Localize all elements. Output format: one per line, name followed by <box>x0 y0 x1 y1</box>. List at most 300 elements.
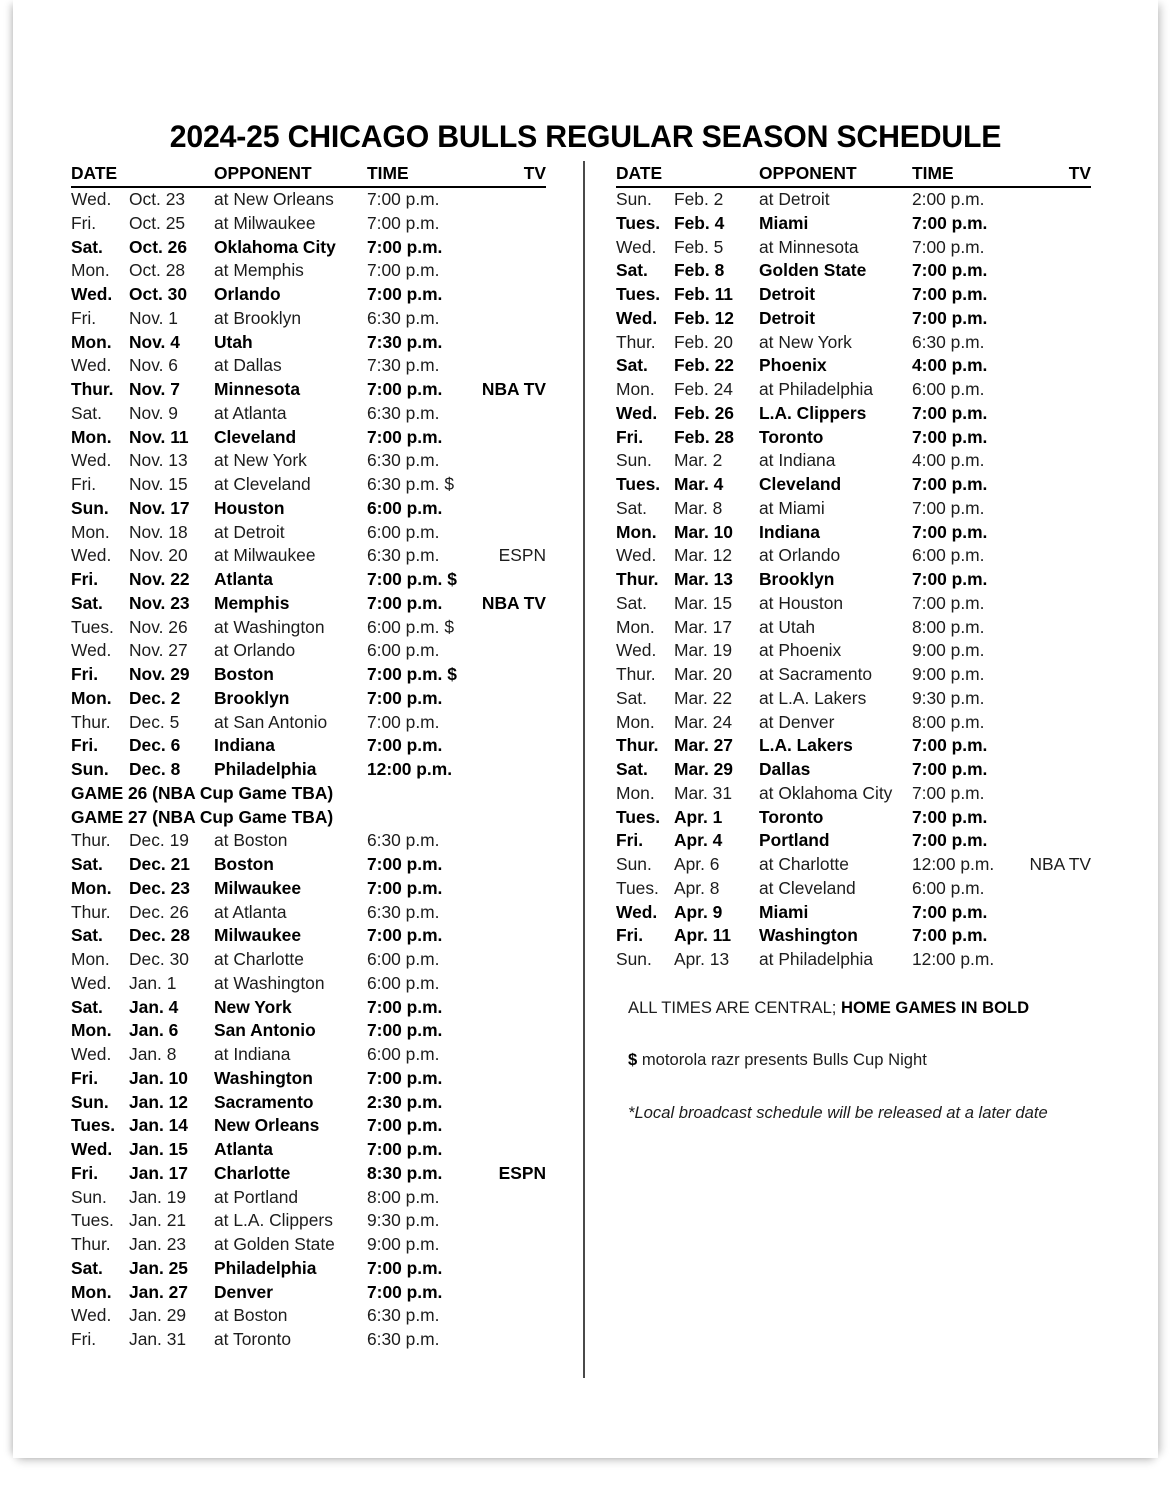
cell-opponent: at Dallas <box>214 355 282 376</box>
cell-day: Sat. <box>71 925 103 946</box>
cell-day: Tues. <box>71 616 114 637</box>
cell-opponent: at New York <box>214 450 307 471</box>
page-title: 2024-25 CHICAGO BULLS REGULAR SEASON SCHEDULE <box>169 118 1002 155</box>
cell-opponent: at Detroit <box>759 189 830 209</box>
cell-opponent: Cleveland <box>759 474 842 494</box>
cell-date: Nov. 22 <box>129 569 190 589</box>
footnote-times-prefix: ALL TIMES ARE CENTRAL; <box>628 998 842 1017</box>
cell-opponent: Phoenix <box>759 355 827 376</box>
table-row <box>71 568 546 592</box>
cell-time: 7:00 p.m. <box>912 830 988 851</box>
cell-date: Feb. 5 <box>674 236 724 257</box>
table-row <box>71 426 546 450</box>
cell-time: 7:00 p.m. <box>367 284 443 304</box>
cell-date: Feb. 11 <box>674 284 733 304</box>
cell-opponent: Washington <box>214 1067 313 1088</box>
cell-day: Tues. <box>71 1115 116 1136</box>
table-row <box>71 1186 546 1210</box>
cell-date: Oct. 23 <box>129 189 186 209</box>
cell-date: Dec. 19 <box>129 830 189 851</box>
cell-time: 6:00 p.m. <box>912 379 985 399</box>
cell-time: 7:00 p.m. <box>367 735 443 756</box>
cell-time: 12:00 p.m. <box>367 759 453 779</box>
cell-day: Tues. <box>616 474 661 494</box>
cell-opponent: Philadelphia <box>214 759 317 779</box>
cell-time: 7:00 p.m. <box>367 711 440 732</box>
cell-date: Mar. 8 <box>674 497 723 518</box>
column-header-right <box>616 163 1091 188</box>
cell-date: Nov. 1 <box>129 307 178 328</box>
cell-day: Sat. <box>616 260 648 281</box>
cell-date: Jan. 1 <box>129 972 177 993</box>
table-row <box>71 1233 546 1257</box>
cell-date: Jan. 19 <box>129 1186 187 1207</box>
table-row <box>71 1162 546 1186</box>
cell-day: Sun. <box>71 759 109 779</box>
cell-opponent: at Miami <box>759 497 825 518</box>
cell-day: Wed. <box>616 901 658 922</box>
table-row <box>616 877 1091 901</box>
cell-date: Nov. 23 <box>129 592 190 613</box>
table-row <box>71 996 546 1020</box>
cell-time: 7:00 p.m. <box>912 592 985 613</box>
cell-day: Fri. <box>71 474 97 494</box>
cell-time: 7:00 p.m. <box>912 236 985 257</box>
cell-date: Jan. 31 <box>129 1329 187 1349</box>
table-row <box>616 307 1091 331</box>
cell-day: Mon. <box>616 616 655 637</box>
cell-date: Nov. 26 <box>129 616 188 637</box>
cell-opponent: Charlotte <box>214 1162 291 1183</box>
cell-day: Fri. <box>71 664 99 684</box>
cell-date: Nov. 7 <box>129 379 180 399</box>
table-row <box>71 687 546 711</box>
cell-time: 7:00 p.m. <box>367 1281 443 1302</box>
cell-time: 7:00 p.m. <box>912 735 988 756</box>
cell-day: Wed. <box>71 545 112 566</box>
cell-day: Mon. <box>71 877 112 898</box>
cell-date: Dec. 28 <box>129 925 190 946</box>
cell-date: Nov. 20 <box>129 545 188 566</box>
cell-date: Jan. 23 <box>129 1234 187 1254</box>
cell-day: Wed. <box>71 450 112 471</box>
cell-time: 9:00 p.m. <box>367 1234 440 1254</box>
cell-time: 7:00 p.m. <box>367 1257 443 1278</box>
cell-day: Mon. <box>71 949 110 969</box>
table-row <box>71 354 546 378</box>
cell-date: Dec. 5 <box>129 711 180 732</box>
cell-opponent: Washington <box>759 925 858 946</box>
table-row <box>616 734 1091 758</box>
table-row <box>71 1138 546 1162</box>
cell-opponent: at Atlanta <box>214 402 287 423</box>
cell-date: Mar. 31 <box>674 782 732 803</box>
cell-time: 6:30 p.m. <box>367 1305 440 1326</box>
cell-day: Fri. <box>71 1329 97 1349</box>
table-row <box>616 402 1091 426</box>
cell-opponent: at Cleveland <box>214 474 311 494</box>
table-row <box>71 829 546 853</box>
cell-opponent: at Golden State <box>214 1234 335 1254</box>
cell-time: 6:00 p.m. <box>367 972 440 993</box>
footnote-local-broadcast: *Local broadcast schedule will be released at a later date <box>628 1103 1048 1122</box>
cell-opponent: Indiana <box>759 521 820 542</box>
cell-opponent: Brooklyn <box>759 569 835 589</box>
cell-time: 7:30 p.m. <box>367 355 440 376</box>
cell-opponent: at Minnesota <box>759 236 859 257</box>
cell-date: Feb. 2 <box>674 189 724 209</box>
table-row <box>616 426 1091 450</box>
cell-tv: ESPN <box>498 1162 546 1183</box>
cell-time: 7:00 p.m. <box>367 854 443 874</box>
cell-opponent: at Oklahoma City <box>759 782 893 803</box>
cell-day: Mon. <box>71 1281 112 1302</box>
table-row <box>616 853 1091 877</box>
cell-time: 12:00 p.m. <box>912 854 995 874</box>
table-row <box>616 829 1091 853</box>
table-row <box>71 1328 546 1352</box>
cell-day: Tues. <box>616 806 661 827</box>
table-row <box>616 592 1091 616</box>
cell-date: Nov. 13 <box>129 450 188 471</box>
cup-game-note-row <box>71 782 546 806</box>
cell-date: Jan. 25 <box>129 1257 188 1278</box>
cell-date: Feb. 24 <box>674 379 733 399</box>
cell-day: Sat. <box>71 402 102 423</box>
cell-time: 7:00 p.m. <box>912 521 988 542</box>
cell-time: 7:00 p.m. <box>912 569 988 589</box>
cell-time: 7:00 p.m. <box>912 925 988 946</box>
cell-opponent: Milwaukee <box>214 925 301 946</box>
cell-time: 6:00 p.m. <box>367 949 440 969</box>
table-row <box>616 782 1091 806</box>
cell-date: Mar. 12 <box>674 545 732 566</box>
table-row <box>71 544 546 568</box>
cell-date: Jan. 6 <box>129 1020 179 1041</box>
cell-time: 6:30 p.m. <box>367 402 440 423</box>
cell-opponent: Miami <box>759 901 809 922</box>
cell-opponent: Utah <box>214 331 253 352</box>
cell-day: Thur. <box>71 711 111 732</box>
cell-date: Apr. 13 <box>674 949 730 969</box>
cell-opponent: Toronto <box>759 806 824 827</box>
column-header-left <box>71 163 546 188</box>
header-opponent: OPPONENT <box>759 163 857 183</box>
cell-time: 6:00 p.m. $ <box>367 616 455 637</box>
cell-date: Dec. 21 <box>129 854 190 874</box>
cell-date: Jan. 8 <box>129 1044 177 1064</box>
cell-day: Mon. <box>71 426 112 447</box>
table-row <box>616 639 1091 663</box>
table-row <box>616 758 1091 782</box>
cell-time: 4:00 p.m. <box>912 450 985 471</box>
cell-date: Mar. 19 <box>674 640 732 661</box>
cell-time: 6:00 p.m. <box>912 877 985 898</box>
cell-day: Fri. <box>616 830 644 851</box>
footnote-home-bold: HOME GAMES IN BOLD <box>841 998 1030 1017</box>
table-row <box>616 354 1091 378</box>
cell-time: 7:00 p.m. <box>912 782 985 803</box>
cell-time: 6:00 p.m. <box>367 1044 440 1064</box>
cell-opponent: New Orleans <box>214 1115 320 1136</box>
cell-time: 8:00 p.m. <box>912 711 985 732</box>
cell-day: Tues. <box>71 1210 114 1231</box>
cell-time: 6:30 p.m. <box>912 331 985 352</box>
table-row <box>71 402 546 426</box>
schedule-column-right <box>616 163 1091 972</box>
cell-date: Dec. 8 <box>129 759 181 779</box>
cell-day: Wed. <box>616 402 658 423</box>
cell-day: Sun. <box>71 497 109 518</box>
cell-day: Sun. <box>616 949 652 969</box>
cell-day: Wed. <box>71 1139 113 1159</box>
table-row <box>71 853 546 877</box>
table-row <box>616 948 1091 972</box>
cell-day: Mon. <box>71 331 112 352</box>
cell-time: 7:00 p.m. <box>367 260 440 281</box>
cell-date: Jan. 12 <box>129 1091 188 1112</box>
dollar-symbol-icon: $ <box>628 1050 638 1069</box>
cell-opponent: at Orlando <box>759 545 841 566</box>
schedule-column-left <box>71 163 546 1352</box>
cell-time: 8:00 p.m. <box>367 1186 440 1207</box>
cell-day: Wed. <box>71 972 112 993</box>
cell-time: 2:00 p.m. <box>912 189 985 209</box>
table-row <box>71 948 546 972</box>
cell-date: Mar. 10 <box>674 521 733 542</box>
cell-opponent: at L.A. Clippers <box>214 1210 333 1231</box>
cell-opponent: San Antonio <box>214 1020 316 1041</box>
cell-time: 7:00 p.m. <box>367 996 443 1017</box>
cell-day: Sat. <box>71 236 103 257</box>
cell-day: Mon. <box>616 521 657 542</box>
cell-opponent: Cleveland <box>214 426 297 447</box>
document-page <box>13 0 1158 1458</box>
table-row <box>616 924 1091 948</box>
cell-date: Feb. 4 <box>674 212 725 233</box>
cell-opponent: at Utah <box>759 616 816 637</box>
cell-day: Sun. <box>71 1186 107 1207</box>
table-row <box>71 1067 546 1091</box>
cell-time: 9:30 p.m. <box>912 687 985 708</box>
cell-opponent: at Orlando <box>214 640 296 661</box>
cell-date: Jan. 29 <box>129 1305 187 1326</box>
cell-opponent: at Boston <box>214 830 288 851</box>
cell-time: 4:00 p.m. <box>912 355 988 376</box>
cell-time: 7:00 p.m. <box>367 1067 443 1088</box>
table-row <box>616 378 1091 402</box>
cell-opponent: at Portland <box>214 1186 299 1207</box>
cell-time: 6:30 p.m. <box>367 1329 440 1349</box>
cell-time: 7:00 p.m. $ <box>367 569 457 589</box>
cell-time: 7:00 p.m. $ <box>367 664 457 684</box>
cell-opponent: Toronto <box>759 426 824 447</box>
cell-day: Wed. <box>71 284 113 304</box>
cell-opponent: L.A. Lakers <box>759 735 853 756</box>
cell-time: 7:30 p.m. <box>367 331 443 352</box>
cell-opponent: at Indiana <box>214 1044 291 1064</box>
cell-opponent: at L.A. Lakers <box>759 687 867 708</box>
cup-game-note-row <box>71 806 546 830</box>
cell-day: Thur. <box>616 569 659 589</box>
cell-time: 7:00 p.m. <box>367 925 443 946</box>
cell-opponent: at Phoenix <box>759 640 842 661</box>
table-row <box>616 259 1091 283</box>
table-row <box>616 283 1091 307</box>
cell-day: Fri. <box>71 1162 99 1183</box>
cell-day: Sat. <box>616 759 648 779</box>
cell-opponent: Orlando <box>214 284 281 304</box>
table-row <box>616 188 1091 212</box>
cell-time: 9:00 p.m. <box>912 640 985 661</box>
table-row <box>616 521 1091 545</box>
table-row <box>71 639 546 663</box>
cell-day: Tues. <box>616 212 661 233</box>
cell-opponent: at Charlotte <box>214 949 304 969</box>
header-tv: TV <box>1068 163 1091 183</box>
cell-time: 7:00 p.m. <box>367 379 443 399</box>
table-row <box>71 1257 546 1281</box>
table-row <box>71 1091 546 1115</box>
cell-time: 6:30 p.m. <box>367 450 440 471</box>
table-row <box>616 331 1091 355</box>
cup-game-note: GAME 27 (NBA Cup Game TBA) <box>71 806 334 827</box>
cell-time: 7:00 p.m. <box>367 877 443 898</box>
cell-date: Mar. 13 <box>674 569 733 589</box>
cell-opponent: at Denver <box>759 711 835 732</box>
cell-opponent: at New York <box>759 331 852 352</box>
cell-opponent: Philadelphia <box>214 1257 317 1278</box>
table-row <box>71 259 546 283</box>
cell-day: Thur. <box>616 664 656 684</box>
cell-opponent: at Atlanta <box>214 901 287 922</box>
cell-day: Tues. <box>616 877 659 898</box>
table-row <box>616 449 1091 473</box>
cell-opponent: at Sacramento <box>759 664 873 684</box>
cell-opponent: at Brooklyn <box>214 307 301 328</box>
table-row <box>71 711 546 735</box>
cell-day: Wed. <box>616 640 657 661</box>
cell-date: Apr. 11 <box>674 925 732 946</box>
cell-day: Wed. <box>71 1305 112 1326</box>
cell-day: Wed. <box>71 355 112 376</box>
cell-time: 7:00 p.m. <box>367 1115 443 1136</box>
cell-day: Sun. <box>71 1091 109 1112</box>
cell-opponent: Miami <box>759 212 809 233</box>
cell-day: Thur. <box>71 830 111 851</box>
header-opponent: OPPONENT <box>214 163 312 183</box>
cell-day: Mon. <box>71 1020 112 1041</box>
cell-day: Wed. <box>71 640 112 661</box>
cell-time: 9:00 p.m. <box>912 664 985 684</box>
table-row <box>71 236 546 260</box>
cell-opponent: at Cleveland <box>759 877 856 898</box>
cell-day: Wed. <box>71 1044 112 1064</box>
cell-day: Wed. <box>616 236 657 257</box>
cell-opponent: Houston <box>214 497 285 518</box>
cell-date: Mar. 15 <box>674 592 732 613</box>
cell-time: 7:00 p.m. <box>367 212 440 233</box>
cell-day: Mon. <box>71 260 110 281</box>
cell-date: Jan. 17 <box>129 1162 188 1183</box>
table-row <box>71 212 546 236</box>
cell-time: 2:30 p.m. <box>367 1091 443 1112</box>
cell-time: 12:00 p.m. <box>912 949 995 969</box>
cell-day: Thur. <box>616 735 659 756</box>
table-row <box>71 1281 546 1305</box>
cell-opponent: Oklahoma City <box>214 236 336 257</box>
table-row <box>616 687 1091 711</box>
cell-day: Sat. <box>616 497 647 518</box>
cell-date: Mar. 2 <box>674 450 723 471</box>
table-row <box>71 734 546 758</box>
table-row <box>616 544 1091 568</box>
cell-opponent: Minnesota <box>214 379 300 399</box>
table-row <box>71 378 546 402</box>
cell-opponent: at Memphis <box>214 260 304 281</box>
cell-date: Jan. 14 <box>129 1115 188 1136</box>
cell-time: 7:00 p.m. <box>912 901 988 922</box>
header-date: DATE <box>616 163 663 183</box>
cell-time: 7:00 p.m. <box>912 759 988 779</box>
table-row <box>616 568 1091 592</box>
cell-time: 7:00 p.m. <box>912 474 988 494</box>
table-row <box>71 521 546 545</box>
cell-day: Sat. <box>71 1257 103 1278</box>
cell-opponent: Milwaukee <box>214 877 301 898</box>
table-row <box>71 331 546 355</box>
cell-opponent: at Detroit <box>214 521 285 542</box>
cell-time: 7:00 p.m. <box>912 260 988 281</box>
table-row <box>616 901 1091 925</box>
cell-opponent: Golden State <box>759 260 867 281</box>
header-date: DATE <box>71 163 118 183</box>
cell-opponent: at New Orleans <box>214 189 334 209</box>
cell-opponent: at Washington <box>214 616 325 637</box>
cell-time: 6:00 p.m. <box>367 497 443 518</box>
cell-time: 6:30 p.m. <box>367 545 440 566</box>
cell-day: Mon. <box>71 521 110 542</box>
cell-date: Nov. 9 <box>129 402 178 423</box>
cell-day: Wed. <box>71 189 112 209</box>
header-time: TIME <box>912 163 954 183</box>
cell-day: Wed. <box>616 307 658 328</box>
cell-day: Fri. <box>71 212 97 233</box>
cell-opponent: Detroit <box>759 284 816 304</box>
cell-opponent: at Indiana <box>759 450 836 471</box>
cell-date: Jan. 10 <box>129 1067 188 1088</box>
cell-tv: NBA TV <box>481 379 546 399</box>
cell-day: Fri. <box>71 1067 99 1088</box>
table-row <box>71 283 546 307</box>
table-row <box>71 663 546 687</box>
cell-date: Apr. 6 <box>674 854 720 874</box>
table-row <box>71 449 546 473</box>
cell-date: Mar. 29 <box>674 759 733 779</box>
table-row <box>616 806 1091 830</box>
cell-date: Nov. 17 <box>129 497 190 518</box>
cell-date: Nov. 29 <box>129 664 190 684</box>
cell-opponent: Indiana <box>214 735 275 756</box>
cell-opponent: Memphis <box>214 592 290 613</box>
cell-time: 7:00 p.m. <box>912 426 988 447</box>
footnotes <box>628 998 1128 1123</box>
cell-day: Sun. <box>616 450 652 471</box>
cell-date: Oct. 28 <box>129 260 186 281</box>
cell-opponent: Boston <box>214 664 274 684</box>
footnote-cup-night <box>628 1050 1128 1070</box>
cell-day: Sun. <box>616 854 652 874</box>
